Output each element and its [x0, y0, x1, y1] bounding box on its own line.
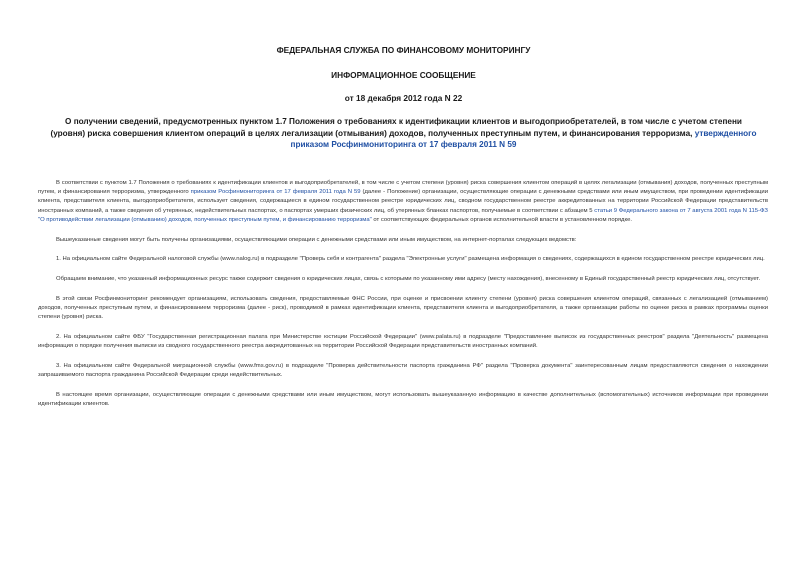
document-subject [48, 116, 759, 151]
paragraph-1-text-c: от соответствующих федеральных органов исполнительной власти в установленном порядке. [371, 216, 632, 223]
paragraph-1-text-a: В соответствии с пунктом 1.7 Положения о требованиях к идентификации клиентов и выгодоприобретателей, в том числе с учетом степени (уровня) риска совершения клиентом операций в целях легализации (отмывания) доходов, полученных преступным путем, и финансирования терроризма, утвержденного [38, 180, 768, 196]
paragraph-7: 3. На официальном сайте Федеральной миграционной службы (www.fms.gov.ru) в подразделе "Проверка действительности паспорта гражданина РФ" раздела "Проверка документа" заинтересованным лицам предоставляются сведения о нахождении запрашиваемого паспорта гражданина Российской Федерации среди недействительных. [38, 362, 768, 378]
paragraph-3: 1. На официальном сайте Федеральной налоговой службы (www.nalog.ru) в подразделе "Проверь себя и контрагента" раздела "Электронные услуги" размещена информация о сведениях, содержащихся в едином государственном реестре юридических лиц. [56, 256, 765, 263]
paragraph-6: 2. На официальном сайте ФБУ "Государственная регистрационная палата при Министерстве юстиции Российской Федерации" (www.palata.ru) в подразделе "Предоставление выписок из государственных реестров" раздела "Деятельность" размещена информация о порядке получения выписки из сводного государственного реестра аккредитованных на территории Российской Федерации представительств иностранных компаний. [38, 333, 768, 349]
paragraph-5: В этой связи Росфинмониторинг рекомендует организациям, использовать сведения, предоставляемые ФНС России, при оценке и присвоении клиенту степени (уровня) риска совершения клиентом операций, связанных с легализацией (отмыванием) доходов, полученных преступным путем, и финансированием терроризма (далее - риск), проводимой в рамках идентификации клиента, представителя клиента и выгодоприобретателя, а также организации работы по оценке риска в рамках программы оценки степени (уровня) риска. [38, 295, 768, 321]
subject-order-link[interactable]: утвержденного приказом Росфинмониторинга от 17 февраля 2011 N 59 [290, 128, 757, 149]
order-59-link[interactable]: приказом Росфинмониторинга от 17 февраля 2011 года N 59 [190, 189, 361, 196]
paragraph-4: Обращаем внимание, что указанный информационных ресурс также содержит сведения о юридических лицах, связь с которыми по указанному ими адресу (месту нахождения), внесенному в Единый государственный реестр юридических лиц, отсутствует. [56, 275, 761, 282]
paragraph-2: Вышеуказанные сведения могут быть получены организациями, осуществляющими операции с денежными средствами или иным имуществом, на интернет-порталах следующих ведомств: [56, 236, 577, 243]
document-date-number: от 18 декабря 2012 года N 22 [344, 93, 463, 103]
paragraph-8: В настоящее время организации, осуществляющие операции с денежными средствами или иным имуществом, могут использовать вышеуказанную информацию в качестве дополнительных (вспомогательных) источников информации при проведении идентификации клиентов. [38, 391, 768, 407]
paragraph-1-text-b: (далее - Положение) организации, осуществляющие операции с денежными средствами или иным имуществом, при проведении идентификации клиента, представителя клиента, выгодоприобретателя, использует сведения, содержащиеся в едином государственном реестре юридических лиц, сводном государственном реестре аккредитованных на территории Российской Федерации представительств иностранных компаний, а также сведения об утерянных, недействительных паспортах, о паспортах умерших физических лиц, об утерянных бланках паспортов, получаемые в соответствии с абзацем 5 [38, 189, 768, 214]
document-type: ИНФОРМАЦИОННОЕ СООБЩЕНИЕ [331, 70, 476, 80]
document-body [38, 179, 768, 419]
agency-title: ФЕДЕРАЛЬНАЯ СЛУЖБА ПО ФИНАНСОВОМУ МОНИТОРИНГУ [276, 45, 531, 55]
subject-text: О получении сведений, предусмотренных пунктом 1.7 Положения о требованиях к идентификации клиентов и выгодоприобретателей, в том числе с учетом степени (уровня) риска совершения клиентом операций в целях легализации (отмывания) доходов, полученных преступным путем, и финансирования терроризма, [50, 117, 742, 138]
federal-law-115-link[interactable]: статьи 9 Федерального закона от 7 августа 2001 года N 115-ФЗ "О противодействии легализации (отмыванию) доходов, полученных преступным путем, и финансированию терроризма" [38, 207, 768, 223]
paragraph-1 [38, 179, 768, 225]
